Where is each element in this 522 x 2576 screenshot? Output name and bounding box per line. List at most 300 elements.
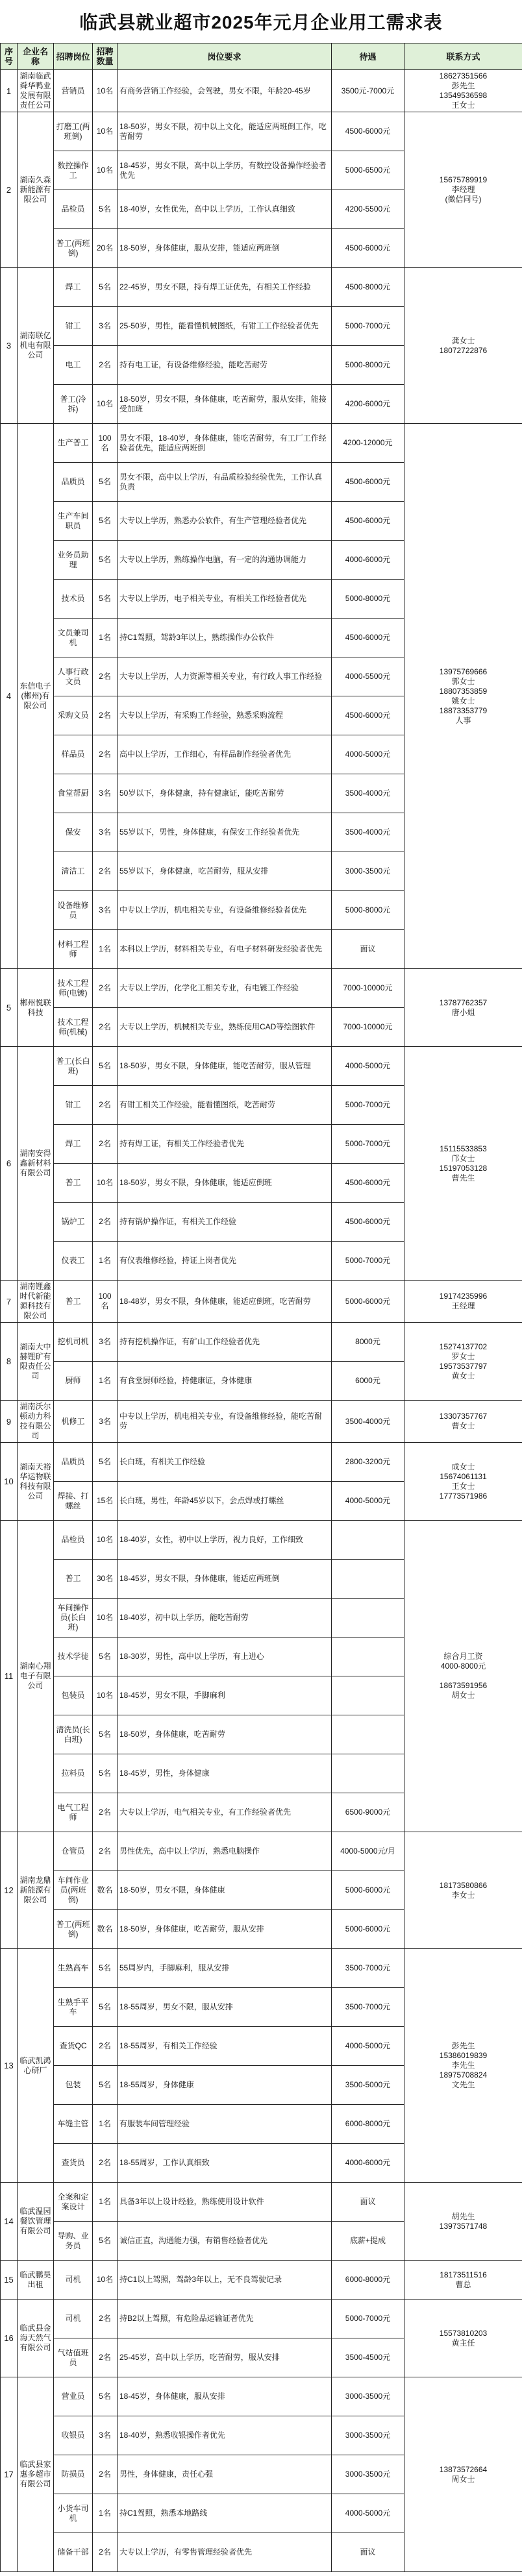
job-pay [332,1715,404,1754]
job-requirements: 18-55周岁，工作认真细致 [118,2144,332,2183]
job-count: 5名 [93,1988,118,2027]
job-pay: 4200-12000元 [332,424,404,463]
job-post: 钳工 [54,1086,93,1125]
row-index: 7 [1,1281,18,1323]
contact-info: 13307357767 曹女士 [404,1401,522,1443]
job-post: 人事行政文员 [54,657,93,696]
contact-info: 15274137702 罗女士 19573537797 黄女士 [404,1323,522,1401]
contact-info: 13975769666 郭女士 18807353859 姚女士 18873353779 人事 [404,424,522,969]
company-name: 湖南久森新能源有限公司 [18,112,54,268]
job-requirements: 55岁以下，身体健康，吃苦耐劳，服从安排 [118,852,332,891]
job-requirements: 长白班，男性，年龄45岁以下，会点焊或打螺丝 [118,1482,332,1521]
job-pay: 6000-8000元 [332,2105,404,2144]
company-name: 湖南锂鑫时代新能源科技有限公司 [18,1281,54,1323]
job-post: 钳工 [54,307,93,346]
job-post: 拉料员 [54,1754,93,1793]
job-requirements: 25-45岁，高中以上学历，吃苦耐劳，服从安排 [118,2338,332,2377]
job-pay: 面议 [332,2533,404,2572]
job-count: 2名 [93,1086,118,1125]
job-requirements: 25-50岁，男性，能看懂机械图纸，有钳工工作经验者优先 [118,307,332,346]
job-post: 小货车司机 [54,2494,93,2533]
job-pay [332,1521,404,1560]
table-row [1,969,522,1008]
job-post: 技术工程师(电镀) [54,969,93,1008]
header-company: 企业名称 [18,43,54,70]
job-requirements: 持有锅炉操作证，有相关工作经验 [118,1203,332,1242]
job-requirements: 大专以上学历，电子相关专业，有相关工作经验者优先 [118,580,332,619]
job-pay: 5000-7000元 [332,2300,404,2338]
job-post: 设备维修员 [54,891,93,930]
row-index: 3 [1,268,18,424]
job-post: 样品员 [54,735,93,774]
job-requirements: 有钳工相关工作经验，能看懂图纸，吃苦耐劳 [118,1086,332,1125]
table-row [1,1832,522,1871]
row-index: 13 [1,1949,18,2183]
job-count: 2名 [93,969,118,1008]
job-pay: 4500-6000元 [332,1203,404,1242]
job-pay: 4500-6000元 [332,502,404,541]
job-pay: 3500-4000元 [332,813,404,852]
job-requirements: 18-50岁，身体健康，吃苦耐劳，服从安排 [118,1910,332,1949]
job-count: 2名 [93,2533,118,2572]
job-post: 材料工程师 [54,930,93,969]
contact-info: 18627351566 彭先生 13549536598 王女士 [404,70,522,112]
job-post: 锅炉工 [54,1203,93,1242]
job-requirements: 55周岁内，手脚麻利，服从安排 [118,1949,332,1988]
job-count: 2名 [93,735,118,774]
job-count: 5名 [93,541,118,580]
job-count: 2名 [93,1203,118,1242]
job-requirements: 有商务营销工作经验，会驾驶，男女不限，年龄20-45岁 [118,70,332,112]
job-post: 普工 [54,1281,93,1323]
job-post: 电工 [54,346,93,385]
job-post: 采购文员 [54,696,93,735]
table-row [1,2261,522,2300]
job-count: 20名 [93,229,118,268]
company-name: 湖南沃尔顿动力科技有限公司 [18,1401,54,1443]
job-count: 100名 [93,424,118,463]
job-post: 营销员 [54,70,93,112]
job-post: 焊工 [54,268,93,307]
job-requirements: 18-45岁，男女不限，身体健康，能适应两班倒 [118,1560,332,1599]
job-requirements: 大专以上学历，熟练操作电脑，有一定的沟通协调能力 [118,541,332,580]
job-requirements: 大专以上学历，电气相关专业，有工作经验者优先 [118,1793,332,1832]
company-name: 湖南安得鑫新材料有限公司 [18,1047,54,1281]
row-index: 5 [1,969,18,1047]
contact-info: 成女士 15674061131 王女士 17773571986 [404,1443,522,1521]
job-pay: 4500-6000元 [332,696,404,735]
job-pay: 4500-6000元 [332,619,404,657]
job-count: 5名 [93,580,118,619]
job-requirements: 持有电工证，有设备维修经验，能吃苦耐劳 [118,346,332,385]
job-requirements: 18-45岁，男女不限，手脚麻利 [118,1676,332,1715]
header-post: 招聘岗位 [54,43,93,70]
contact-info: 18173580866 李女士 [404,1832,522,1949]
job-count: 2名 [93,2455,118,2494]
job-post: 清洗员(长白班) [54,1715,93,1754]
job-count: 2名 [93,657,118,696]
job-post: 品质员 [54,1443,93,1482]
job-post: 清洁工 [54,852,93,891]
job-count: 2名 [93,1008,118,1047]
job-requirements: 18-45岁，男性，身体健康 [118,1754,332,1793]
contact-info: 13787762357 唐小姐 [404,969,522,1047]
job-requirements: 18-50岁，男女不限，身体健康，吃苦耐劳，服从安排，能接受加班 [118,385,332,424]
job-post: 焊接、打螺丝 [54,1482,93,1521]
job-pay: 3000-3500元 [332,2416,404,2455]
job-post: 司机 [54,2300,93,2338]
job-requirements: 持C1驾照，驾龄3年以上，熟练操作办公软件 [118,619,332,657]
table-header-row [1,43,522,70]
job-pay [332,1676,404,1715]
company-name: 临武鹏昊出租 [18,2261,54,2300]
job-requirements: 18-48岁，男女不限，身体健康，能适应倒班，吃苦耐劳 [118,1281,332,1323]
job-count: 3名 [93,2416,118,2455]
job-post: 打磨工(两班倒) [54,112,93,151]
job-requirements: 男性优先，高中以上学历，熟悉电脑操作 [118,1832,332,1871]
job-count: 3名 [93,1401,118,1443]
job-pay: 3500-7000元 [332,1949,404,1988]
job-post: 仓管员 [54,1832,93,1871]
job-post: 普工(长白班) [54,1047,93,1086]
job-count: 5名 [93,2066,118,2105]
job-pay: 4000-6000元 [332,541,404,580]
job-pay: 5000-8000元 [332,580,404,619]
job-post: 品检员 [54,1521,93,1560]
job-count: 5名 [93,1715,118,1754]
job-count: 2名 [93,852,118,891]
job-post: 数控操作工 [54,151,93,190]
job-pay: 5000-6000元 [332,1871,404,1910]
job-pay: 3000-3500元 [332,852,404,891]
job-pay: 2800-3200元 [332,1443,404,1482]
contact-info: 19174235996 王经理 [404,1281,522,1323]
job-requirements: 持C1驾照，熟悉本地路线 [118,2494,332,2533]
job-requirements: 具备3年以上设计经验，熟练使用设计软件 [118,2183,332,2222]
job-post: 机修工 [54,1401,93,1443]
contact-info: 15573810203 黄主任 [404,2300,522,2377]
job-post: 仪表工 [54,1242,93,1281]
job-requirements: 18-45岁，男女不限，高中以上学历，有数控设备操作经验者优先 [118,151,332,190]
job-requirements: 18-30岁，男性，高中以上学历，有上进心 [118,1638,332,1676]
row-index: 9 [1,1401,18,1443]
job-requirements: 诚信正直，沟通能力强，有销售经验者优先 [118,2222,332,2261]
job-pay: 4000-5000元/月 [332,1832,404,1871]
job-post: 厨师 [54,1362,93,1401]
job-requirements: 大专以上学历，熟悉办公软件，有生产管理经验者优先 [118,502,332,541]
job-requirements: 18-50岁，男女不限，初中以上文化，能适应两班倒工作，吃苦耐劳 [118,112,332,151]
job-count: 1名 [93,2494,118,2533]
job-count: 5名 [93,1047,118,1086]
job-requirements: 持有挖机操作证，有矿山工作经验者优先 [118,1323,332,1362]
job-count: 3名 [93,891,118,930]
job-post: 生熟手平车 [54,1988,93,2027]
job-pay: 5000-6000元 [332,1910,404,1949]
job-pay: 6000-8000元 [332,2261,404,2300]
table-row [1,1949,522,1988]
job-requirements: 本科以上学历，材料相关专业，有电子材料研发经验者优先 [118,930,332,969]
company-name: 东信电子(郴州)有限公司 [18,424,54,969]
job-requirements: 18-50岁，身体健康，服从安排，能适应两班倒 [118,229,332,268]
row-index: 11 [1,1521,18,1832]
job-requirements: 有食堂厨师经验，持健康证，身体健康 [118,1362,332,1401]
job-requirements: 大专以上学历，有零售管理经验者优先 [118,2533,332,2572]
job-count: 1名 [93,930,118,969]
job-pay: 5000-7000元 [332,1242,404,1281]
job-post: 营业员 [54,2377,93,2416]
job-pay: 5000-7000元 [332,1125,404,1164]
job-count: 2名 [93,1125,118,1164]
job-post: 技术工程师(机械) [54,1008,93,1047]
job-pay: 4500-6000元 [332,112,404,151]
row-index: 1 [1,70,18,112]
table-row [1,1443,522,1482]
job-post: 品检员 [54,190,93,229]
table-row [1,1047,522,1086]
job-requirements: 22-45岁，男女不限，持有焊工证优先，有相关工作经验 [118,268,332,307]
job-pay: 4200-5500元 [332,190,404,229]
job-post: 普工(两班倒) [54,229,93,268]
row-index: 4 [1,424,18,969]
header-pay: 待遇 [332,43,404,70]
job-count: 5名 [93,2377,118,2416]
contact-info: 15675789919 李经理 (微信同号) [404,112,522,268]
job-requirements: 中专以上学历，机电相关专业，有设备维修经验者优先 [118,891,332,930]
table-row [1,70,522,112]
job-post: 技术员 [54,580,93,619]
job-requirements: 大专以上学历，人力资源等相关专业，有行政人事工作经验 [118,657,332,696]
job-requirements: 大专以上学历，有采购工作经验，熟悉采购流程 [118,696,332,735]
table-row [1,2300,522,2338]
job-count: 10名 [93,385,118,424]
job-pay: 4000-5500元 [332,657,404,696]
job-count: 2名 [93,2027,118,2066]
job-pay: 7000-10000元 [332,1008,404,1047]
job-pay: 3500-4000元 [332,1401,404,1443]
job-requirements: 持C1以上驾照，驾龄3年以上，无不良驾驶记录 [118,2261,332,2300]
job-pay [332,1638,404,1676]
company-name: 湖南心翔电子有限公司 [18,1521,54,1832]
job-pay: 4500-6000元 [332,1164,404,1203]
job-pay: 4000-5000元 [332,2494,404,2533]
job-requirements: 55岁以下，男性，身体健康，有保安工作经验者优先 [118,813,332,852]
recruitment-table [0,43,522,2572]
job-count: 5名 [93,1443,118,1482]
job-post: 品质员 [54,463,93,502]
job-requirements: 18-50岁，男女不限，身体健康，能适应倒班 [118,1164,332,1203]
job-post: 气站值班员 [54,2338,93,2377]
job-count: 5名 [93,2222,118,2261]
contact-info: 彭先生 15386019839 李先生 18975708824 文先生 [404,1949,522,2183]
table-row [1,268,522,307]
table-row [1,1323,522,1362]
job-count: 10名 [93,151,118,190]
job-pay: 6000元 [332,1362,404,1401]
job-count: 2名 [93,2144,118,2183]
job-pay: 3000-3500元 [332,2377,404,2416]
job-pay: 面议 [332,2183,404,2222]
job-requirements: 18-40岁，女性，初中以上学历，视力良好，工作细致 [118,1521,332,1560]
company-name: 临武县家惠多超市有限公司 [18,2377,54,2572]
job-requirements: 18-50岁，男女不限，身体健康，能吃苦耐劳，服从管理 [118,1047,332,1086]
job-pay: 3500-4500元 [332,2338,404,2377]
job-post: 储备干部 [54,2533,93,2572]
job-post: 生熟高车 [54,1949,93,1988]
job-count: 5名 [93,268,118,307]
job-count: 1名 [93,2105,118,2144]
job-count: 3名 [93,774,118,813]
job-count: 10名 [93,70,118,112]
job-pay [332,1599,404,1638]
job-count: 3名 [93,1323,118,1362]
job-requirements: 男女不限，18-40岁，身体健康，能吃苦耐劳，有工厂工作经验者优先，能适应两班倒 [118,424,332,463]
contact-info: 胡先生 13973571748 [404,2183,522,2261]
job-count: 数名 [93,1910,118,1949]
row-index: 12 [1,1832,18,1949]
table-row [1,2377,522,2416]
table-row [1,1401,522,1443]
job-pay: 4500-6000元 [332,229,404,268]
job-requirements: 18-55周岁，男女不限，服从安排 [118,1988,332,2027]
company-name: 临武温园餐饮管理有限公司 [18,2183,54,2261]
job-pay: 4500-8000元 [332,268,404,307]
row-index: 17 [1,2377,18,2572]
header-requirements: 岗位要求 [118,43,332,70]
job-requirements: 18-45岁，身体健康，服从安排 [118,2377,332,2416]
job-pay: 5000-8000元 [332,891,404,930]
job-pay: 4000-5000元 [332,2027,404,2066]
job-requirements: 18-50岁，男女不限，身体健康 [118,1871,332,1910]
job-count: 10名 [93,1521,118,1560]
job-pay: 3500-7000元 [332,1988,404,2027]
page-title: 临武县就业超市2025年元月企业用工需求表 [79,12,443,32]
job-requirements: 持有焊工证，有相关工作经验者优先 [118,1125,332,1164]
job-requirements: 18-55周岁，身体健康 [118,2066,332,2105]
company-name: 湖南联亿机电有限公司 [18,268,54,424]
job-pay [332,1754,404,1793]
job-post: 车间作业员(两班倒) [54,1871,93,1910]
row-index: 6 [1,1047,18,1281]
job-requirements: 50岁以下，身体健康，持有健康证，能吃苦耐劳 [118,774,332,813]
job-pay: 8000元 [332,1323,404,1362]
job-post: 普工 [54,1164,93,1203]
job-count: 30名 [93,1560,118,1599]
job-requirements: 有服装车间管理经验 [118,2105,332,2144]
row-index: 15 [1,2261,18,2300]
job-post: 导购、业务员 [54,2222,93,2261]
job-count: 1名 [93,2183,118,2222]
job-post: 普工(两班倒) [54,1910,93,1949]
company-name: 临武凯鸿心研厂 [18,1949,54,2183]
row-index: 8 [1,1323,18,1401]
job-count: 1名 [93,1362,118,1401]
table-row [1,2183,522,2222]
contact-info: 龚女士 18072722876 [404,268,522,424]
table-row [1,1281,522,1323]
job-post: 查货员 [54,2144,93,2183]
header-index: 序号 [1,43,18,70]
job-count: 2名 [93,1793,118,1832]
job-post: 技术学徒 [54,1638,93,1676]
job-post: 包装 [54,2066,93,2105]
job-count: 3名 [93,307,118,346]
job-requirements: 男性，身体健康，责任心强 [118,2455,332,2494]
job-count: 5名 [93,1754,118,1793]
job-post: 业务员助理 [54,541,93,580]
job-pay: 5000-6000元 [332,1281,404,1323]
job-count: 1名 [93,1242,118,1281]
company-name: 湖南临武舜华鸭业发展有限责任公司 [18,70,54,112]
job-post: 全案和定案设计 [54,2183,93,2222]
job-pay: 4000-6000元 [332,2144,404,2183]
job-count: 数名 [93,1871,118,1910]
job-post: 查货QC [54,2027,93,2066]
job-post: 普工(冷拆) [54,385,93,424]
job-requirements: 18-50岁，身体健康，吃苦耐劳 [118,1715,332,1754]
job-count: 2名 [93,2338,118,2377]
job-count: 10名 [93,2261,118,2300]
job-requirements: 持B2以上驾照，有危险品运输证者优先 [118,2300,332,2338]
job-pay: 4200-6000元 [332,385,404,424]
job-count: 15名 [93,1482,118,1521]
table-row [1,424,522,463]
row-index: 14 [1,2183,18,2261]
job-pay: 7000-10000元 [332,969,404,1008]
job-pay: 5000-7000元 [332,1086,404,1125]
job-pay: 6500-9000元 [332,1793,404,1832]
job-count: 10名 [93,112,118,151]
job-count: 10名 [93,1599,118,1638]
job-post: 挖机司机 [54,1323,93,1362]
job-requirements: 18-40岁，初中以上学历，能吃苦耐劳 [118,1599,332,1638]
contact-info: 15115533853 邝女士 15197053128 曹先生 [404,1047,522,1281]
job-count: 2名 [93,2300,118,2338]
job-count: 5名 [93,463,118,502]
job-pay: 4000-5000元 [332,1047,404,1086]
job-pay: 3500-5000元 [332,2066,404,2105]
job-post: 电气工程师 [54,1793,93,1832]
job-count: 1名 [93,619,118,657]
header-count: 招聘数量 [93,43,118,70]
job-post: 普工 [54,1560,93,1599]
row-index: 10 [1,1443,18,1521]
contact-info: 13873572664 周女士 [404,2377,522,2572]
job-pay: 3500元-7000元 [332,70,404,112]
job-pay: 4000-5000元 [332,1482,404,1521]
job-pay: 5000-7000元 [332,307,404,346]
table-body [1,70,522,2572]
job-pay: 底薪+提成 [332,2222,404,2261]
job-count: 5名 [93,190,118,229]
job-post: 车缝主管 [54,2105,93,2144]
company-name: 湖南大中赫锂矿有限责任公司 [18,1323,54,1401]
row-index: 16 [1,2300,18,2377]
job-post: 保安 [54,813,93,852]
job-count: 5名 [93,1638,118,1676]
job-pay: 4500-6000元 [332,463,404,502]
job-post: 包装员 [54,1676,93,1715]
job-post: 文员兼司机 [54,619,93,657]
job-count: 5名 [93,1949,118,1988]
job-requirements: 男女不限，高中以上学历，有品质检验经验优先，工作认真负责 [118,463,332,502]
table-row [1,1521,522,1560]
job-count: 3名 [93,813,118,852]
job-count: 10名 [93,1164,118,1203]
job-post: 司机 [54,2261,93,2300]
job-requirements: 大专以上学历，机械相关专业，熟练使用CAD等绘图软件 [118,1008,332,1047]
job-count: 2名 [93,1832,118,1871]
job-pay: 4000-5000元 [332,735,404,774]
